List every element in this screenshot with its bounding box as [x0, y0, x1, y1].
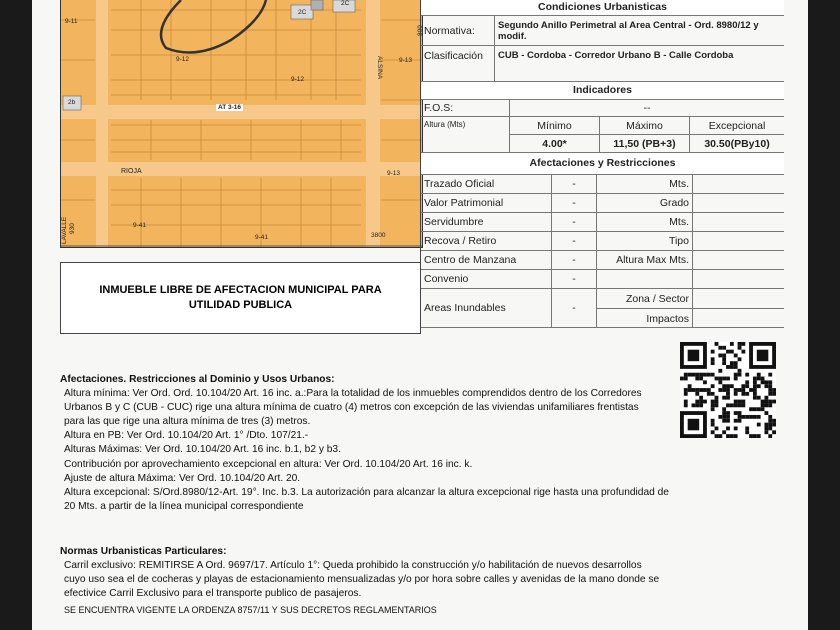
- altura-label: Altura (Mts): [424, 120, 466, 129]
- parcel-map: [60, 0, 423, 248]
- fos-row: [421, 100, 784, 117]
- map-label: 9-13: [387, 170, 401, 177]
- afectacion-unit: Grado: [596, 194, 692, 212]
- afectaciones-heading: Afectaciones. Restricciones al Dominio y Usos Urbanos:: [60, 374, 335, 385]
- text-line: 20 Mts. a partir de la línea municipal correspondiente: [64, 500, 304, 512]
- afectacion-value: -: [551, 270, 596, 288]
- map-label: 9-12: [176, 56, 190, 63]
- afectacion-unit: Mts.: [596, 213, 692, 231]
- indicadores-title: Indicadores: [421, 82, 784, 100]
- normativa-label: Normativa:: [424, 24, 475, 37]
- clasificacion-row: [421, 46, 784, 82]
- fos-value: --: [509, 100, 784, 116]
- altura-row: [421, 117, 784, 153]
- afectacion-unit: [596, 270, 692, 288]
- maximo-label: Máximo: [599, 117, 689, 135]
- minimo-label: Mínimo: [509, 117, 599, 135]
- map-label: 9-11: [65, 18, 78, 25]
- text-line: Carril exclusivo: REMITIRSE A Ord. 9697/17. Artículo 1°: Queda prohibido la construcción y/o habilitación de nuevos desarrollos: [64, 560, 642, 572]
- afectacion-row: [421, 194, 784, 213]
- map-label: AT 3-16: [218, 104, 241, 111]
- afectacion-extra: [692, 232, 784, 250]
- map-label: 9-41: [255, 234, 269, 241]
- notice-box: INMUEBLE LIBRE DE AFECTACION MUNICIPAL PARA UTILIDAD PUBLICA: [60, 262, 421, 334]
- afectaciones-rows: [421, 175, 784, 289]
- map-label: 930: [69, 223, 76, 234]
- map-label: LAVALLE: [61, 216, 68, 244]
- normas-heading: Normas Urbanisticas Particulares:: [60, 546, 227, 557]
- excepcional-label: Excepcional: [689, 117, 784, 135]
- text-line: Urbanos B y C (CUB - CUC) rige una altura mínima de cuatro (4) metros con excepción de las viviendas unifamiliares frentistas: [64, 402, 639, 414]
- afectacion-label: Centro de Manzana: [424, 254, 517, 266]
- afectacion-row: [421, 232, 784, 251]
- inundables-row: [421, 289, 784, 328]
- clasificacion-label: Clasificación: [424, 50, 483, 62]
- afectacion-label: Servidumbre: [424, 216, 484, 228]
- text-line: Altura en PB: Ver Ord. 10.104/20 Art. 1° /Dto. 107/21.-: [64, 430, 309, 442]
- normativa-row: [421, 16, 784, 46]
- afectaciones-text: [60, 373, 680, 514]
- normas-text: [60, 545, 680, 617]
- map-label: 800: [417, 25, 424, 36]
- impactos-value: [692, 309, 784, 328]
- afectacion-label: Valor Patrimonial: [424, 197, 504, 209]
- inundables-label: Areas Inundables: [424, 302, 506, 314]
- map-label: 2b: [68, 99, 76, 106]
- document-page: [32, 0, 808, 630]
- zona-label: Zona / Sector: [596, 289, 692, 309]
- clasificacion-value: CUB - Cordoba - Corredor Urbano B - Calle Cordoba: [494, 46, 784, 81]
- afectacion-label: Trazado Oficial: [424, 178, 495, 190]
- afectacion-extra: [692, 251, 784, 269]
- afectacion-unit: Mts.: [596, 175, 692, 193]
- normativa-value: Segundo Anillo Perimetral al Area Central - Ord. 8980/12 y modif.: [494, 16, 784, 45]
- afectacion-unit: Tipo: [596, 232, 692, 250]
- afectacion-extra: [692, 270, 784, 288]
- afectacion-row: [421, 251, 784, 270]
- normas-footer: SE ENCUENTRA VIGENTE LA ORDENZA 8757/11 Y SUS DECRETOS REGLAMENTARIOS: [64, 605, 437, 616]
- afectacion-extra: [692, 175, 784, 193]
- urban-conditions-table: [420, 0, 784, 328]
- afectacion-extra: [692, 194, 784, 212]
- afectacion-extra: [692, 213, 784, 231]
- map-label: RIOJA: [121, 168, 142, 175]
- maximo-value: 11,50 (PB+3): [599, 135, 689, 153]
- afectacion-value: -: [551, 175, 596, 193]
- text-line: cuyo uso sea el de cocheras y playas de estacionamiento mensualizadas y/o por hora sobre calles y avenidas de la mano donde se: [64, 574, 660, 586]
- map-label: ALSINA: [376, 56, 383, 80]
- excepcional-value: 30.50(PBy10): [689, 135, 784, 153]
- map-label: 9-41: [133, 222, 147, 229]
- map-label: 9-12: [291, 76, 305, 83]
- map-label: 2C: [341, 0, 350, 7]
- zona-value: [692, 289, 784, 309]
- text-line: Altura mínima: Ver Ord. Ord. 10.104/20 Art. 16 inc. a.:Para la totalidad de los inmuebles comprendidos dentro de los Corredores: [64, 388, 642, 400]
- map-label: 3800: [371, 232, 386, 239]
- fos-label: F.O.S:: [424, 102, 454, 114]
- minimo-value: 4.00*: [509, 135, 599, 153]
- inundables-value: -: [551, 289, 596, 327]
- impactos-label: Impactos: [596, 309, 692, 328]
- text-line: Contribución por aprovechamiento excepcional en altura: Ver Ord. 10.104/20 Art. 16 inc. k.: [64, 458, 473, 470]
- text-line: Altura excepcional: S/Ord.8980/12-Art. 19°. Inc. b.3. La autorización para alcanzar la altura excepcional rige hasta una profundidad de: [64, 486, 669, 498]
- condiciones-title: Condiciones Urbanisticas: [421, 0, 784, 16]
- afectacion-value: -: [551, 213, 596, 231]
- map-drawing: [61, 0, 422, 247]
- map-label: 2C: [298, 9, 307, 16]
- map-label: 9-13: [399, 57, 413, 64]
- afectacion-label: Recova / Retiro: [424, 235, 497, 247]
- afectacion-value: -: [551, 194, 596, 212]
- afectacion-row: [421, 270, 784, 289]
- afectacion-unit: Altura Max Mts.: [596, 251, 692, 269]
- afectacion-value: -: [551, 232, 596, 250]
- text-line: efectivice Carril Exclusivo para el transporte publico de pasajeros.: [64, 588, 362, 600]
- afectaciones-title: Afectaciones y Restricciones: [421, 153, 784, 175]
- text-line: Ajuste de altura Máxima: Ver Ord. 10.104/20 Art. 20.: [64, 472, 301, 484]
- text-line: para las que rige una altura mínima de tres (3) metros.: [64, 416, 311, 428]
- afectacion-row: [421, 213, 784, 232]
- afectacion-value: -: [551, 251, 596, 269]
- afectacion-row: [421, 175, 784, 194]
- text-line: Alturas Máximas: Ver Ord. 10.104/20 Art. 16 inc. b.1, b2 y b3.: [64, 444, 341, 456]
- qr-code: [680, 342, 776, 438]
- afectacion-label: Convenio: [424, 273, 469, 285]
